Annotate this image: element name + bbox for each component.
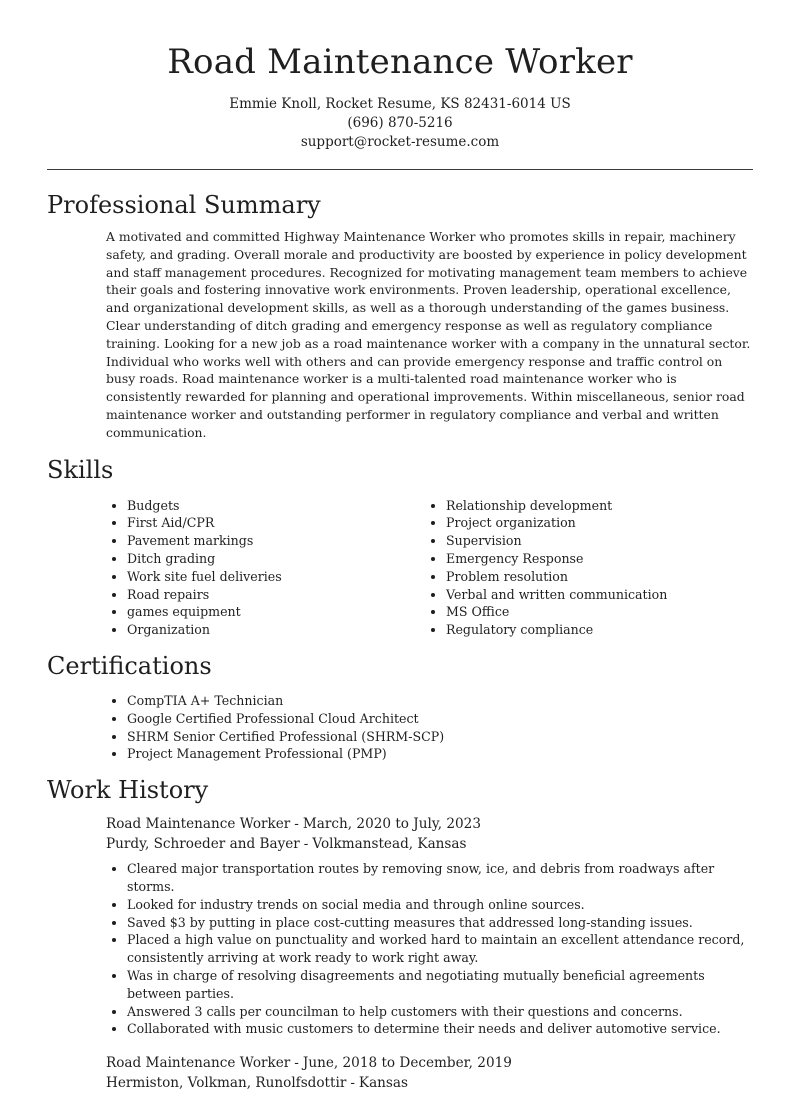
job-separator: -: [303, 835, 309, 852]
job-dates: June, 2018 to December, 2019: [302, 1055, 512, 1072]
skill-item: • Ditch grading: [127, 550, 425, 568]
contact-address: Emmie Knoll, Rocket Resume, KS 82431-6014 US: [229, 96, 571, 112]
job-bullet: • Saved $3 by putting in place cost-cutting measures that addressed long-standing issues.: [127, 914, 753, 932]
job-title-line: [106, 1054, 753, 1074]
job-company: Purdy, Schroeder and Bayer: [106, 835, 300, 852]
skill-item: • Road repairs: [127, 586, 425, 604]
skills-column-right: [425, 497, 667, 639]
skill-item: • Organization: [127, 621, 425, 639]
skill-item: • Relationship development: [446, 497, 667, 515]
skill-item: • First Aid/CPR: [127, 514, 425, 532]
section-title-summary: Professional Summary: [47, 191, 321, 219]
header-divider: [47, 169, 753, 170]
job-title: Road Maintenance Worker: [106, 1055, 291, 1072]
job-bullet: • Looked for industry trends on social media and through online sources.: [127, 896, 753, 914]
job-bullet: • Was in charge of resolving disagreements and negotiating mutually beneficial agreements between parties.: [127, 967, 753, 1003]
resume-name: Road Maintenance Worker: [167, 42, 633, 82]
job-separator: -: [294, 1055, 299, 1072]
job-entry: [106, 815, 753, 1038]
certification-item: • CompTIA A+ Technician: [127, 692, 753, 710]
job-bullet: • Collaborated with music customers to determine their needs and deliver automotive service.: [127, 1020, 753, 1038]
job-bullet: • Placed a high value on punctuality and worked hard to maintain an excellent attendance record, consistently arriving at work ready to work right away.: [127, 931, 753, 967]
skill-item: • MS Office: [446, 603, 667, 621]
contact-email: support@rocket-resume.com: [300, 134, 500, 150]
skill-item: • Work site fuel deliveries: [127, 568, 425, 586]
skill-item: • Problem resolution: [446, 568, 667, 586]
skill-item: • Regulatory compliance: [446, 621, 667, 639]
resume-header: [0, 0, 800, 152]
summary-text: A motivated and committed Highway Maintenance Worker who promotes skills in repair, machinery safety, and grading. Overall morale and productivity are boosted by experience in policy development and staff management procedures. Recognized for motivating management team members to achieve their goals and fostering innovative work environments. Proven leadership, operational excellence, and organizational development skills, as well as a thorough understanding of the games business. Clear understanding of ditch grading and emergency response as well as regulatory compliance training. Looking for a new job as a road maintenance worker with a company in the unnatural sector. Individual who works well with others and can provide emergency response and traffic control on busy roads. Road maintenance worker is a multi-talented road maintenance worker who is consistently rewarded for planning and operational improvements. Within miscellaneous, senior road maintenance worker and outstanding performer in regulatory compliance and verbal and written communication.: [106, 229, 751, 440]
skill-item: • Supervision: [446, 532, 667, 550]
skill-item: • games equipment: [127, 603, 425, 621]
job-bullet: • Answered 3 calls per councilman to help customers with their questions and concerns.: [127, 1003, 753, 1021]
job-company-line: [106, 1074, 753, 1093]
contact-phone: (696) 870-5216: [347, 115, 453, 131]
job-company-line: [106, 835, 753, 855]
certification-item: • SHRM Senior Certified Professional (SHRM-SCP): [127, 728, 753, 746]
skill-item: • Budgets: [127, 497, 425, 515]
certifications-list: [106, 692, 753, 763]
section-title-certifications: Certifications: [47, 651, 212, 680]
certification-item: • Project Management Professional (PMP): [127, 745, 753, 763]
contact-block: [0, 95, 800, 152]
job-title: Road Maintenance Worker: [106, 816, 291, 833]
section-title-skills: Skills: [47, 455, 114, 484]
skills-list: [106, 497, 753, 639]
job-company: Hermiston, Volkman, Runolfsdottir: [106, 1074, 347, 1091]
job-location: Volkmanstead, Kansas: [312, 835, 467, 852]
skill-item: • Verbal and written communication: [446, 586, 667, 604]
section-title-work-history: Work History: [47, 776, 209, 805]
job-bullet: • Cleared major transportation routes by removing snow, ice, and debris from roadways after storms.: [127, 860, 753, 896]
job-dates: March, 2020 to July, 2023: [302, 816, 481, 833]
certification-item: • Google Certified Professional Cloud Architect: [127, 710, 753, 728]
skills-column-left: [106, 497, 425, 639]
job-entry: [106, 1054, 753, 1093]
job-separator: -: [350, 1074, 355, 1091]
job-bullets: [106, 860, 753, 1038]
job-separator: -: [294, 816, 299, 833]
skill-item: • Pavement markings: [127, 532, 425, 550]
skill-item: • Emergency Response: [446, 550, 667, 568]
skill-item: • Project organization: [446, 514, 667, 532]
job-title-line: [106, 815, 753, 835]
job-location: Kansas: [358, 1074, 408, 1091]
